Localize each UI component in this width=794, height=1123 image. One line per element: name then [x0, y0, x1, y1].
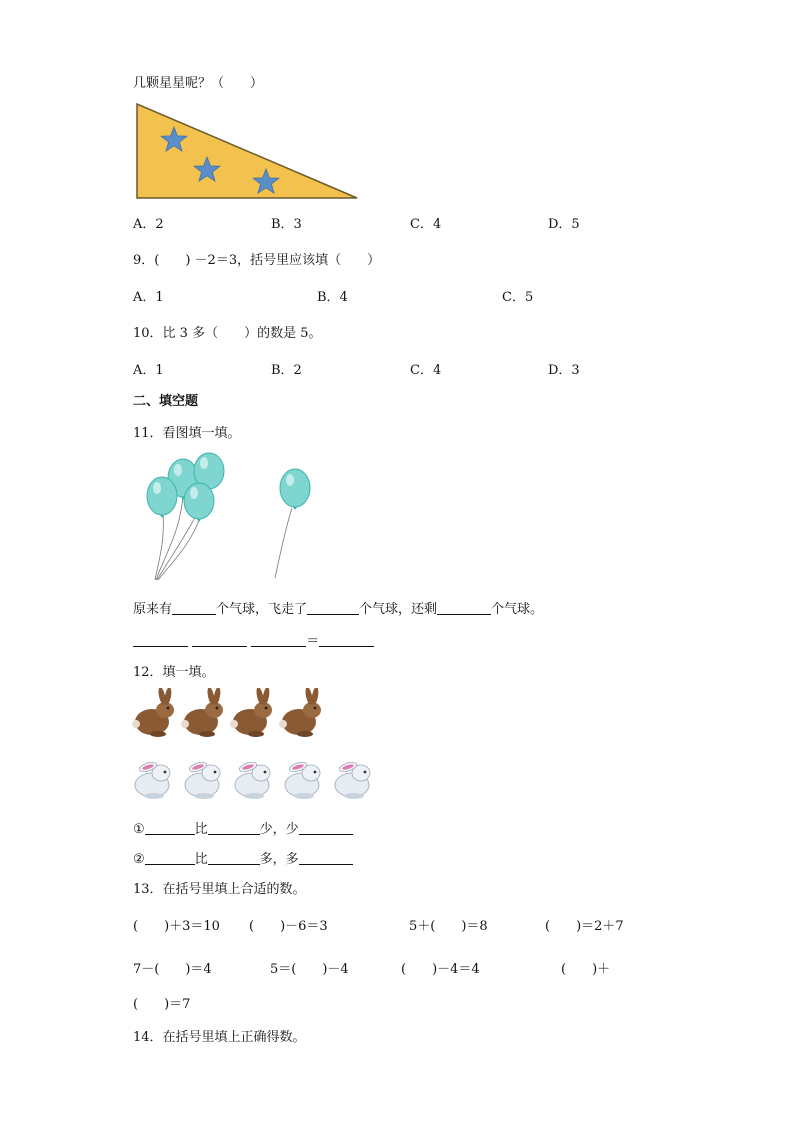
q13-eq-3[interactable]: 5＋( )＝8 [409, 919, 488, 934]
q13-eq-8-cont[interactable]: ( )＝7 [133, 997, 191, 1012]
white-rabbit-icon [285, 760, 320, 799]
q14-stem: 14．在括号里填上正确得数。 [133, 1030, 306, 1045]
balloon-icon [184, 483, 214, 522]
q13-eq-2[interactable]: ( )－6＝3 [249, 919, 328, 934]
q13-stem: 13．在括号里填上合适的数。 [133, 882, 306, 897]
q12-r2-blank-2[interactable] [208, 850, 260, 865]
circled-two: ② [133, 852, 145, 867]
q12-r1-blank-3[interactable] [299, 820, 353, 835]
q11-blank-original[interactable] [172, 600, 216, 615]
balloon-icon [280, 469, 310, 510]
q11-text-1: 原来有 [133, 602, 173, 617]
q10-stem: 10．比 3 多（ ）的数是 5。 [133, 326, 322, 341]
q9-option-b[interactable]: B．4 [317, 290, 348, 305]
q13-eq-1[interactable]: ( )＋3＝10 [133, 919, 220, 934]
q13-eq-7[interactable]: ( )－4＝4 [401, 962, 480, 977]
brown-rabbits-figure [132, 688, 327, 740]
q10-option-a[interactable]: A．1 [133, 363, 164, 378]
white-rabbits-figure [132, 757, 377, 801]
q12-r2-text-duo: 多，多 [259, 852, 299, 867]
q11-equation [133, 630, 374, 649]
q11-eq-blank-1[interactable] [133, 632, 188, 647]
q12-r1-blank-2[interactable] [208, 820, 260, 835]
q11-text-2: 个气球，飞走了 [216, 602, 308, 617]
q13-eq-6[interactable]: 5＝( )－4 [270, 962, 349, 977]
section-title: 二、填空题 [133, 394, 199, 409]
q11-blank-left[interactable] [437, 600, 491, 615]
q10-option-c[interactable]: C．4 [410, 363, 442, 378]
q12-r1-text-shao: 少，少 [259, 822, 299, 837]
q13-eq-5[interactable]: 7－( )＝4 [133, 962, 212, 977]
q8-option-b[interactable]: B．3 [271, 217, 302, 232]
q8-stem: 几颗星星呢？（ ） [133, 76, 264, 91]
q10-option-d[interactable]: D．3 [548, 363, 580, 378]
q9-stem: 9．( ) －2＝3，括号里应该填（ ） [133, 253, 381, 268]
q11-text-3: 个气球，还剩 [359, 602, 438, 617]
q12-r2-blank-3[interactable] [299, 850, 353, 865]
q11-eq-blank-3[interactable] [251, 632, 306, 647]
q12-r2-blank-1[interactable] [145, 850, 195, 865]
brown-rabbit-icon [230, 688, 272, 737]
q8-option-a[interactable]: A．2 [133, 217, 164, 232]
q12-r2-text-bi: 比 [194, 852, 208, 867]
triangle-stars-figure [135, 102, 360, 202]
q12-stem: 12．填一填。 [133, 665, 215, 680]
white-rabbit-icon [135, 760, 170, 799]
circled-one: ① [133, 822, 145, 837]
q8-option-d[interactable]: D．5 [548, 217, 580, 232]
brown-rabbit-icon [132, 688, 174, 737]
balloons-figure [135, 450, 325, 585]
q12-r1-blank-1[interactable] [145, 820, 195, 835]
q12-row-1 [133, 818, 353, 837]
white-rabbit-icon [185, 760, 220, 799]
q12-r1-text-bi: 比 [194, 822, 208, 837]
white-rabbit-icon [235, 760, 270, 799]
q11-stem: 11．看图填一填。 [133, 426, 241, 441]
brown-rabbit-icon [181, 688, 223, 737]
q11-blank-flown[interactable] [307, 600, 359, 615]
q13-eq-4[interactable]: ( )＝2＋7 [545, 919, 624, 934]
balloon-icon [147, 477, 177, 518]
brown-rabbit-icon [279, 688, 321, 737]
q10-option-b[interactable]: B．2 [271, 363, 302, 378]
q13-eq-8[interactable]: ( )＋ [561, 962, 611, 977]
q12-row-2 [133, 848, 353, 867]
q9-option-a[interactable]: A．1 [133, 290, 164, 305]
q8-option-c[interactable]: C．4 [410, 217, 442, 232]
q9-option-c[interactable]: C．5 [502, 290, 534, 305]
q11-text-4: 个气球。 [491, 602, 544, 617]
white-rabbit-icon [335, 760, 370, 799]
triangle-shape [137, 104, 357, 198]
q11-eq-blank-4[interactable] [319, 632, 374, 647]
q11-eq-blank-2[interactable] [192, 632, 247, 647]
q11-equals: ＝ [306, 634, 320, 649]
q11-sentence [133, 598, 543, 617]
